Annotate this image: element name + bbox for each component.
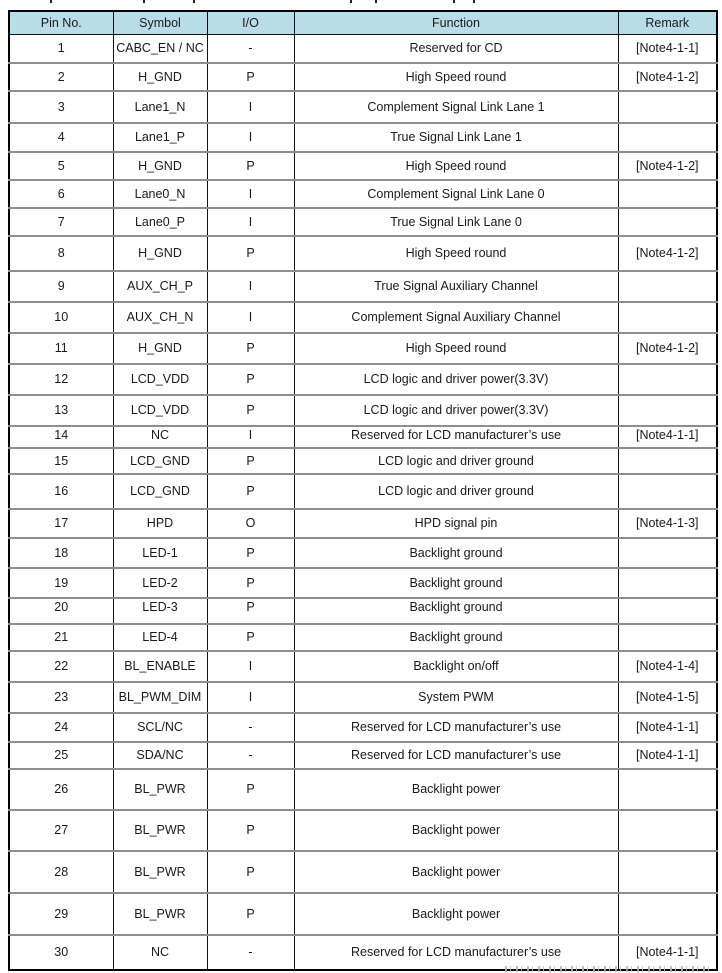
cell-pin: 1 bbox=[9, 35, 113, 63]
table-row bbox=[9, 598, 717, 624]
cell-io: P bbox=[207, 364, 294, 395]
cell-symbol: BL_ENABLE bbox=[113, 651, 207, 682]
cell-symbol: LCD_VDD bbox=[113, 395, 207, 426]
cell-remark: [Note4-1-2] bbox=[618, 63, 717, 91]
cell-remark bbox=[618, 810, 717, 851]
table-row bbox=[9, 538, 717, 568]
cell-remark bbox=[618, 624, 717, 651]
cell-function: Backlight ground bbox=[294, 624, 618, 651]
cell-symbol: SCL/NC bbox=[113, 713, 207, 742]
cell-symbol: Lane0_P bbox=[113, 208, 207, 236]
clipped-text-bottom bbox=[505, 966, 712, 972]
cell-io: P bbox=[207, 474, 294, 509]
cell-io: P bbox=[207, 395, 294, 426]
cell-remark bbox=[618, 598, 717, 624]
cell-pin: 23 bbox=[9, 682, 113, 713]
table-row bbox=[9, 426, 717, 448]
table-row bbox=[9, 568, 717, 598]
cell-function: HPD signal pin bbox=[294, 509, 618, 538]
cell-pin: 18 bbox=[9, 538, 113, 568]
cell-function: High Speed round bbox=[294, 333, 618, 364]
cell-remark bbox=[618, 474, 717, 509]
cell-symbol: BL_PWR bbox=[113, 893, 207, 935]
cell-function: LCD logic and driver power(3.3V) bbox=[294, 364, 618, 395]
cell-remark: [Note4-1-4] bbox=[618, 651, 717, 682]
cell-symbol: H_GND bbox=[113, 63, 207, 91]
cell-pin: 26 bbox=[9, 769, 113, 810]
table-row bbox=[9, 63, 717, 91]
cell-symbol: LCD_GND bbox=[113, 474, 207, 509]
cell-function: Reserved for CD bbox=[294, 35, 618, 63]
col-header-remark: Remark bbox=[618, 11, 717, 35]
cell-pin: 7 bbox=[9, 208, 113, 236]
cell-remark: [Note4-1-5] bbox=[618, 682, 717, 713]
table-row bbox=[9, 208, 717, 236]
cell-pin: 8 bbox=[9, 236, 113, 271]
cell-function: True Signal Link Lane 1 bbox=[294, 123, 618, 152]
cell-remark bbox=[618, 91, 717, 123]
table-row bbox=[9, 152, 717, 180]
cell-pin: 13 bbox=[9, 395, 113, 426]
cell-io: - bbox=[207, 713, 294, 742]
table-row bbox=[9, 810, 717, 851]
cell-symbol: H_GND bbox=[113, 333, 207, 364]
cell-function: Complement Signal Link Lane 0 bbox=[294, 180, 618, 208]
cell-pin: 11 bbox=[9, 333, 113, 364]
cell-pin: 25 bbox=[9, 742, 113, 769]
cell-function: Complement Signal Auxiliary Channel bbox=[294, 302, 618, 333]
col-header-function: Function bbox=[294, 11, 618, 35]
cell-function: Backlight power bbox=[294, 851, 618, 893]
cell-symbol: LCD_GND bbox=[113, 448, 207, 474]
cell-symbol: HPD bbox=[113, 509, 207, 538]
cell-pin: 6 bbox=[9, 180, 113, 208]
table-row bbox=[9, 893, 717, 935]
table-row bbox=[9, 395, 717, 426]
cell-remark: [Note4-1-1] bbox=[618, 426, 717, 448]
cell-function: High Speed round bbox=[294, 152, 618, 180]
cell-symbol: BL_PWR bbox=[113, 851, 207, 893]
table-row bbox=[9, 624, 717, 651]
cell-remark: [Note4-1-2] bbox=[618, 236, 717, 271]
cell-io: I bbox=[207, 302, 294, 333]
table-row bbox=[9, 333, 717, 364]
table-row bbox=[9, 236, 717, 271]
cell-io: - bbox=[207, 35, 294, 63]
cell-pin: 5 bbox=[9, 152, 113, 180]
cell-function: Backlight ground bbox=[294, 598, 618, 624]
table-body bbox=[9, 35, 717, 970]
cell-remark bbox=[618, 538, 717, 568]
cell-remark bbox=[618, 448, 717, 474]
cell-pin: 24 bbox=[9, 713, 113, 742]
cell-pin: 28 bbox=[9, 851, 113, 893]
table-row bbox=[9, 474, 717, 509]
cell-io: P bbox=[207, 893, 294, 935]
cell-remark: [Note4-1-1] bbox=[618, 742, 717, 769]
header-row bbox=[9, 11, 717, 35]
cell-pin: 20 bbox=[9, 598, 113, 624]
cell-function: Backlight ground bbox=[294, 538, 618, 568]
table-row bbox=[9, 271, 717, 302]
table-row bbox=[9, 851, 717, 893]
table-row bbox=[9, 742, 717, 769]
cell-symbol: LCD_VDD bbox=[113, 364, 207, 395]
cell-pin: 2 bbox=[9, 63, 113, 91]
cell-pin: 4 bbox=[9, 123, 113, 152]
cell-function: Backlight ground bbox=[294, 568, 618, 598]
cell-remark bbox=[618, 851, 717, 893]
cell-symbol: AUX_CH_P bbox=[113, 271, 207, 302]
cell-remark: [Note4-1-1] bbox=[618, 713, 717, 742]
cell-io: P bbox=[207, 333, 294, 364]
cell-symbol: LED-2 bbox=[113, 568, 207, 598]
cell-pin: 21 bbox=[9, 624, 113, 651]
table-row bbox=[9, 713, 717, 742]
cell-remark: [Note4-1-1] bbox=[618, 35, 717, 63]
cell-function: Reserved for LCD manufacturer’s use bbox=[294, 713, 618, 742]
cell-remark: [Note4-1-2] bbox=[618, 152, 717, 180]
col-header-pin-no: Pin No. bbox=[9, 11, 113, 35]
table-row bbox=[9, 364, 717, 395]
cell-io: P bbox=[207, 851, 294, 893]
cell-io: P bbox=[207, 568, 294, 598]
cell-pin: 27 bbox=[9, 810, 113, 851]
cell-symbol: NC bbox=[113, 935, 207, 970]
cell-io: I bbox=[207, 123, 294, 152]
cell-io: - bbox=[207, 935, 294, 970]
cell-io: P bbox=[207, 624, 294, 651]
cell-io: I bbox=[207, 682, 294, 713]
cell-pin: 17 bbox=[9, 509, 113, 538]
cell-remark bbox=[618, 271, 717, 302]
cell-function: Reserved for LCD manufacturer’s use bbox=[294, 742, 618, 769]
cell-remark bbox=[618, 395, 717, 426]
cell-remark: [Note4-1-3] bbox=[618, 509, 717, 538]
cell-symbol: AUX_CH_N bbox=[113, 302, 207, 333]
cell-symbol: H_GND bbox=[113, 152, 207, 180]
cell-pin: 9 bbox=[9, 271, 113, 302]
cell-symbol: LED-1 bbox=[113, 538, 207, 568]
cell-pin: 30 bbox=[9, 935, 113, 970]
cell-remark bbox=[618, 123, 717, 152]
cell-pin: 22 bbox=[9, 651, 113, 682]
cell-io: P bbox=[207, 448, 294, 474]
cell-io: I bbox=[207, 208, 294, 236]
table-row bbox=[9, 91, 717, 123]
table-header bbox=[9, 11, 717, 35]
cell-pin: 12 bbox=[9, 364, 113, 395]
pin-assignment-table bbox=[8, 10, 718, 971]
cell-pin: 29 bbox=[9, 893, 113, 935]
cell-function: LCD logic and driver power(3.3V) bbox=[294, 395, 618, 426]
cell-function: High Speed round bbox=[294, 236, 618, 271]
cell-pin: 3 bbox=[9, 91, 113, 123]
cell-symbol: SDA/NC bbox=[113, 742, 207, 769]
cell-function: Backlight power bbox=[294, 769, 618, 810]
cell-function: True Signal Link Lane 0 bbox=[294, 208, 618, 236]
cell-pin: 15 bbox=[9, 448, 113, 474]
cell-remark bbox=[618, 769, 717, 810]
table-row bbox=[9, 180, 717, 208]
cell-io: I bbox=[207, 91, 294, 123]
cell-function: High Speed round bbox=[294, 63, 618, 91]
cell-io: P bbox=[207, 236, 294, 271]
cell-symbol: BL_PWR bbox=[113, 769, 207, 810]
cell-function: LCD logic and driver ground bbox=[294, 474, 618, 509]
cell-function: Reserved for LCD manufacturer’s use bbox=[294, 426, 618, 448]
cell-remark bbox=[618, 568, 717, 598]
cell-symbol: Lane0_N bbox=[113, 180, 207, 208]
cell-io: P bbox=[207, 538, 294, 568]
cell-io: I bbox=[207, 651, 294, 682]
cell-io: O bbox=[207, 509, 294, 538]
cell-function: Backlight power bbox=[294, 893, 618, 935]
table-row bbox=[9, 935, 717, 970]
cell-function: True Signal Auxiliary Channel bbox=[294, 271, 618, 302]
cell-io: I bbox=[207, 426, 294, 448]
cell-symbol: BL_PWM_DIM bbox=[113, 682, 207, 713]
cell-io: P bbox=[207, 63, 294, 91]
table-row bbox=[9, 123, 717, 152]
cell-io: - bbox=[207, 742, 294, 769]
cell-symbol: Lane1_P bbox=[113, 123, 207, 152]
cell-io: P bbox=[207, 152, 294, 180]
col-header-io: I/O bbox=[207, 11, 294, 35]
cell-symbol: Lane1_N bbox=[113, 91, 207, 123]
cell-function: LCD logic and driver ground bbox=[294, 448, 618, 474]
clipped-text-top bbox=[0, 0, 722, 5]
cell-io: I bbox=[207, 271, 294, 302]
cell-io: P bbox=[207, 598, 294, 624]
cell-function: Backlight on/off bbox=[294, 651, 618, 682]
cell-remark: [Note4-1-2] bbox=[618, 333, 717, 364]
cell-remark bbox=[618, 180, 717, 208]
cell-remark bbox=[618, 302, 717, 333]
table-row bbox=[9, 35, 717, 63]
cell-symbol: LED-4 bbox=[113, 624, 207, 651]
cell-pin: 19 bbox=[9, 568, 113, 598]
table-row bbox=[9, 769, 717, 810]
cell-function: System PWM bbox=[294, 682, 618, 713]
cell-symbol: LED-3 bbox=[113, 598, 207, 624]
table-row bbox=[9, 302, 717, 333]
cell-symbol: H_GND bbox=[113, 236, 207, 271]
cell-symbol: NC bbox=[113, 426, 207, 448]
cell-pin: 14 bbox=[9, 426, 113, 448]
cell-symbol: BL_PWR bbox=[113, 810, 207, 851]
table-row bbox=[9, 448, 717, 474]
cell-io: P bbox=[207, 810, 294, 851]
cell-remark bbox=[618, 208, 717, 236]
cell-remark: [Note4-1-1] bbox=[618, 935, 717, 970]
cell-remark bbox=[618, 893, 717, 935]
cell-function: Backlight power bbox=[294, 810, 618, 851]
table-row bbox=[9, 651, 717, 682]
cell-pin: 10 bbox=[9, 302, 113, 333]
cell-pin: 16 bbox=[9, 474, 113, 509]
table-row bbox=[9, 682, 717, 713]
cell-symbol: CABC_EN / NC bbox=[113, 35, 207, 63]
cell-function: Reserved for LCD manufacturer’s use bbox=[294, 935, 618, 970]
cell-function: Complement Signal Link Lane 1 bbox=[294, 91, 618, 123]
table-row bbox=[9, 509, 717, 538]
cell-remark bbox=[618, 364, 717, 395]
cell-io: P bbox=[207, 769, 294, 810]
col-header-symbol: Symbol bbox=[113, 11, 207, 35]
cell-io: I bbox=[207, 180, 294, 208]
